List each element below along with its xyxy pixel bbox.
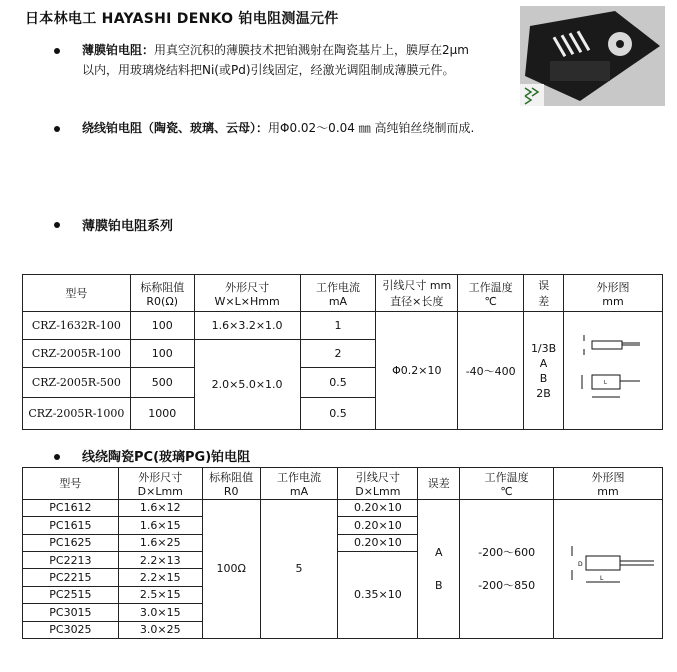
lead-cell: Φ0.2×10	[376, 312, 458, 430]
bullet-icon	[54, 222, 60, 228]
header-model: 型号	[23, 275, 131, 312]
current-cell: 0.5	[300, 368, 376, 398]
table-row	[23, 499, 663, 516]
header-error: 误 差	[524, 275, 564, 312]
model-cell: PC3025	[23, 621, 119, 638]
header-error: 误差	[418, 468, 460, 500]
thin-film-line1: 用真空沉积的薄膜技术把铂溅射在陶瓷基片上，膜厚在2μm	[154, 43, 469, 57]
size-cell: 3.0×15	[118, 604, 202, 621]
temperature-cell: -40～400	[458, 312, 524, 430]
size-cell: 1.6×15	[118, 517, 202, 534]
current-cell: 2	[300, 340, 376, 368]
wire-wound-table	[22, 467, 663, 639]
section-thin-film-title: 薄膜铂电阻系列	[82, 219, 174, 234]
page-title: 日本林电工 HAYASHI DENKO 铂电阻测温元件	[25, 11, 339, 27]
shape-drawing-cell	[564, 312, 663, 430]
header-resistance: 标称阻值 R0	[202, 468, 260, 500]
resistance-cell: 100	[130, 340, 194, 368]
bullet-icon	[54, 454, 60, 460]
header-resistance: 标称阻值 R0(Ω)	[130, 275, 194, 312]
lead-cell: 0.20×10	[338, 499, 418, 516]
size-cell: 2.5×15	[118, 586, 202, 603]
shape-drawing-cell	[553, 499, 662, 638]
thin-film-intro	[82, 40, 469, 80]
product-photo-graphic	[520, 6, 665, 106]
header-size: 外形尺寸 W×L×Hmm	[194, 275, 300, 312]
wire-wound-label: 绕线铂电阻（陶瓷、玻璃、云母）：	[82, 121, 269, 135]
resistance-cell: 500	[130, 368, 194, 398]
model-cell: CRZ-2005R-100	[23, 340, 131, 368]
wire-wound-text: 用Φ0.02～0.04 ㎜ 高纯铂丝绕制而成.	[268, 121, 475, 135]
bullet-icon	[54, 126, 60, 132]
lead-cell: 0.20×10	[338, 517, 418, 534]
model-cell: PC2515	[23, 586, 119, 603]
product-photo	[520, 6, 665, 106]
size-cell: 2.2×15	[118, 569, 202, 586]
header-temperature: 工作温度 ℃	[460, 468, 554, 500]
wire-wound-intro	[82, 118, 474, 138]
current-cell: 1	[300, 312, 376, 340]
lead-cell: 0.20×10	[338, 534, 418, 551]
thin-film-shape-drawing	[578, 331, 648, 411]
size-cell: 2.2×13	[118, 551, 202, 568]
model-cell: PC1625	[23, 534, 119, 551]
lead-cell: 0.35×10	[338, 551, 418, 638]
resistance-cell: 1000	[130, 398, 194, 430]
model-cell: PC3015	[23, 604, 119, 621]
bullet-icon	[54, 48, 60, 54]
thin-film-line2: 以内，用玻璃烧结料把Ni(或Pd)引线固定，经激光调阻制成薄膜元件。	[82, 63, 455, 77]
header-lead: 引线尺寸 D×Lmm	[338, 468, 418, 500]
section-wire-wound-title: 线绕陶瓷PC(玻璃PG)铂电阻	[82, 450, 251, 465]
error-cell: A B	[418, 499, 460, 638]
model-cell: CRZ-2005R-500	[23, 368, 131, 398]
header-model: 型号	[23, 468, 119, 500]
header-shape: 外形图 mm	[553, 468, 662, 500]
header-size: 外形尺寸 D×Lmm	[118, 468, 202, 500]
error-cell: 1/3B A B 2B	[524, 312, 564, 430]
svg-text:L: L	[604, 379, 607, 386]
size-cell: 1.6×25	[118, 534, 202, 551]
temperature-cell: -200～600 -200～850	[460, 499, 554, 638]
header-current: 工作电流 mA	[260, 468, 338, 500]
svg-text:L: L	[599, 574, 604, 582]
size-cell: 3.0×25	[118, 621, 202, 638]
model-cell: PC2213	[23, 551, 119, 568]
thin-film-table	[22, 274, 663, 430]
table-row	[23, 312, 663, 340]
header-current: 工作电流 mA	[300, 275, 376, 312]
current-cell: 0.5	[300, 398, 376, 430]
header-lead: 引线尺寸 mm 直径×长度	[376, 275, 458, 312]
model-cell: PC2215	[23, 569, 119, 586]
size-cell: 1.6×12	[118, 499, 202, 516]
resistance-cell: 100	[130, 312, 194, 340]
resistance-cell: 100Ω	[202, 499, 260, 638]
model-cell: PC1615	[23, 517, 119, 534]
wire-wound-shape-drawing	[558, 534, 658, 604]
model-cell: CRZ-1632R-100	[23, 312, 131, 340]
thin-film-label: 薄膜铂电阻：	[82, 43, 155, 57]
model-cell: PC1612	[23, 499, 119, 516]
model-cell: CRZ-2005R-1000	[23, 398, 131, 430]
svg-text:D: D	[577, 560, 583, 568]
size-cell: 1.6×3.2×1.0	[194, 312, 300, 340]
current-cell: 5	[260, 499, 338, 638]
header-temperature: 工作温度 ℃	[458, 275, 524, 312]
header-shape: 外形图 mm	[564, 275, 663, 312]
size-cell: 2.0×5.0×1.0	[194, 340, 300, 430]
